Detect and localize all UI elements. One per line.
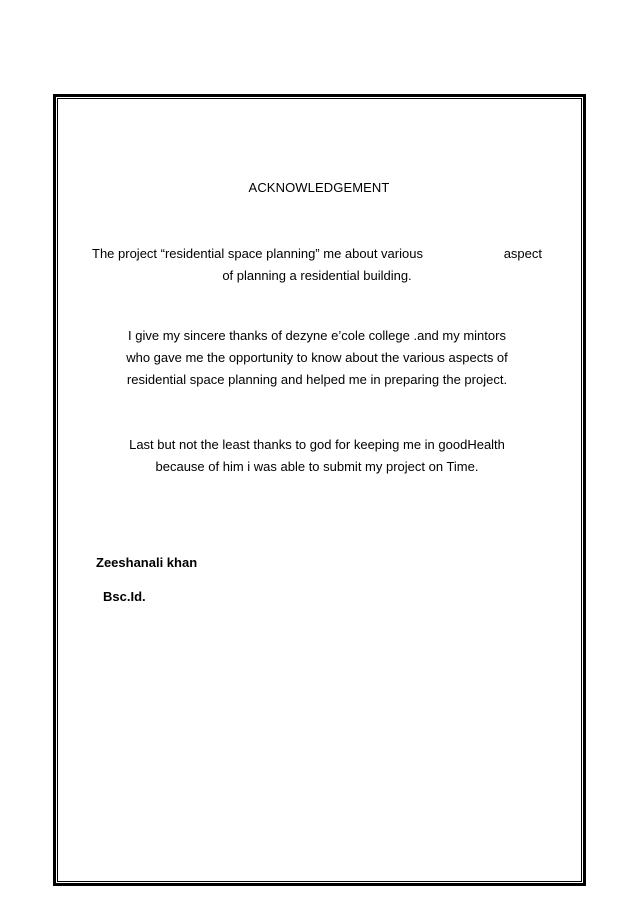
paragraph-text: aspect: [503, 246, 542, 261]
paragraph-line: Last but not the least thanks to god for keeping me in goodHealth: [129, 437, 505, 452]
paragraph-line: residential space planning and helped me in preparing the project.: [126, 372, 508, 387]
document-heading: ACKNOWLEDGEMENT: [248, 180, 390, 195]
paragraph-closing: [92, 434, 542, 478]
paragraph-line: who gave me the opportunity to know about the various aspects of: [126, 350, 508, 365]
page-border-inner: [57, 98, 582, 882]
paragraph-line: of planning a residential building.: [222, 268, 412, 283]
signature-name: Zeeshanali khan: [96, 555, 198, 570]
paragraph-text: The project “residential space planning” me about various: [92, 246, 423, 261]
signature-degree: Bsc.Id.: [103, 589, 146, 604]
paragraph-line: I give my sincere thanks of dezyne e’cole college .and my mintors: [128, 328, 506, 343]
paragraph-intro: [92, 243, 542, 287]
paragraph-line: because of him i was able to submit my project on Time.: [155, 459, 479, 474]
paragraph-thanks: [92, 325, 542, 391]
paragraph-line: [92, 243, 542, 265]
